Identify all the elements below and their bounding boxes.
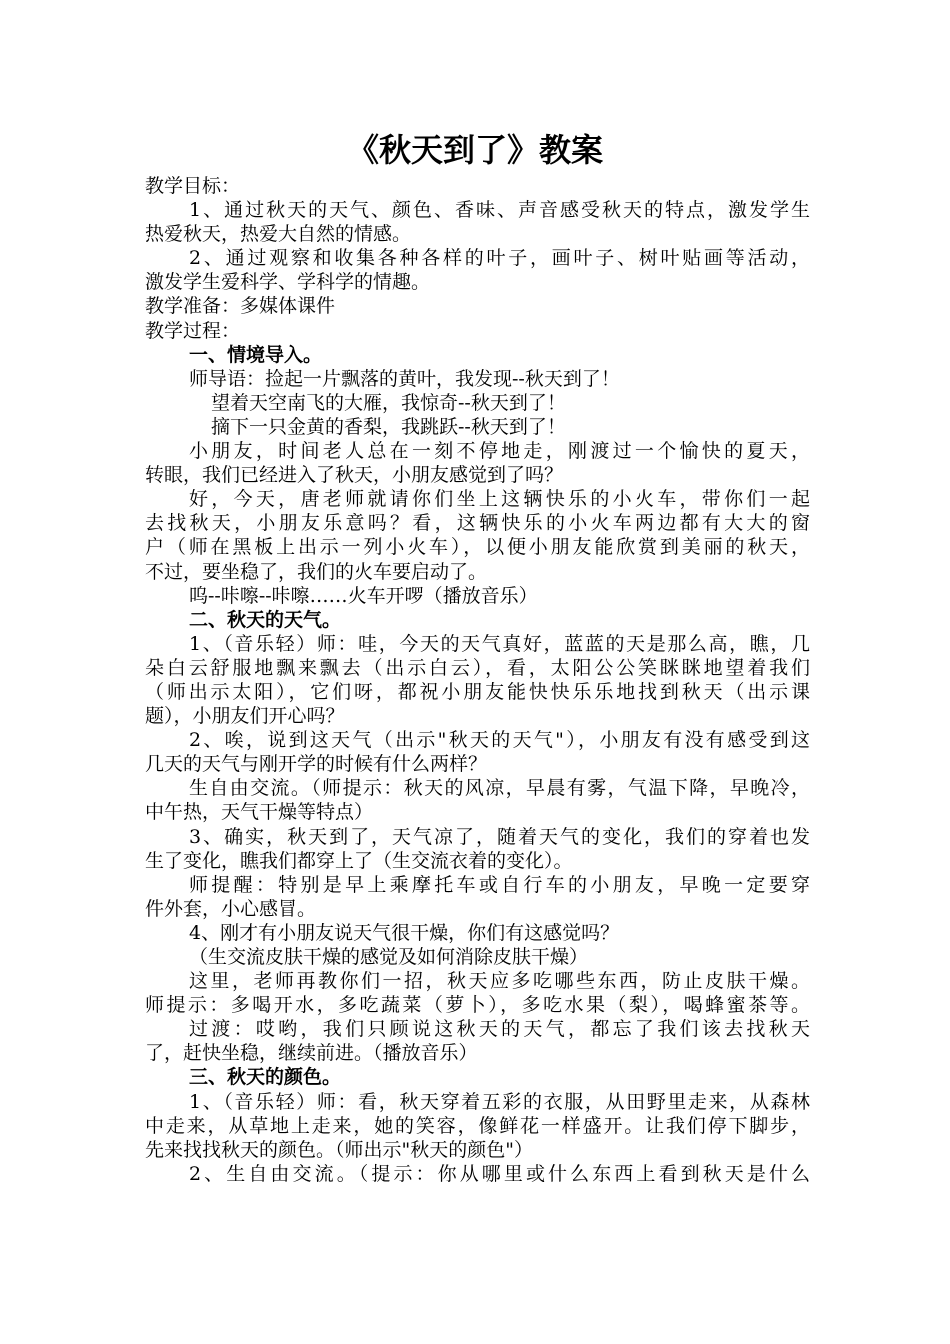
document-title: 《秋天到了》教案 <box>346 131 603 169</box>
paragraph-line: 转眼，我们已经进入了秋天，小朋友感觉到了吗？ <box>145 464 564 487</box>
objective-2-line-2: 激发学生爱科学、学科学的情趣。 <box>145 271 431 294</box>
paragraph-line: 先来找找秋天的颜色。（师出示"秋天的颜色"） <box>145 1138 533 1161</box>
section-label-preparation: 教学准备：多媒体课件 <box>145 295 336 318</box>
paragraph-line: 这里，老师再教你们一招，秋天应多吃哪些东西，防止皮肤干燥。 <box>189 970 810 993</box>
paragraph-line: 题），小朋友们开心吗？ <box>145 705 345 728</box>
paragraph-line: 师提醒：特别是早上乘摩托车或自行车的小朋友，早晚一定要穿 <box>189 873 810 896</box>
objective-1-line-2: 热爱秋天，热爱大自然的情感。 <box>145 223 412 246</box>
paragraph-line: 师导语：捡起一片飘落的黄叶，我发现--秋天到了！ <box>189 367 620 390</box>
paragraph-line: （师出示太阳），它们呀，都祝小朋友能快快乐乐地找到秋天（出示课 <box>145 680 810 703</box>
paragraph-line: 几天的天气与刚开学的时候有什么两样？ <box>145 753 488 776</box>
paragraph-line: 去找秋天，小朋友乐意吗？看，这辆快乐的小火车两边都有大大的窗 <box>145 512 810 535</box>
document-body <box>145 174 810 1186</box>
heading-scene-intro: 一、情境导入。 <box>189 343 323 366</box>
paragraph-line: 2、唉，说到这天气（出示"秋天的天气"），小朋友有没有感受到这 <box>189 729 810 752</box>
paragraph-line: 生了变化，瞧我们都穿上了（生交流衣着的变化）。 <box>145 849 573 872</box>
paragraph-line: （生交流皮肤干燥的感觉及如何消除皮肤干燥） <box>189 946 589 968</box>
paragraph-line: 3、确实，秋天到了，天气凉了，随着天气的变化，我们的穿着也发 <box>189 825 810 848</box>
paragraph-line: 望着天空南飞的大雁，我惊奇--秋天到了！ <box>211 391 566 414</box>
paragraph-line: 摘下一只金黄的香梨，我跳跃--秋天到了！ <box>211 415 566 438</box>
paragraph-line: 中午热，天气干燥等特点） <box>145 801 374 824</box>
paragraph-line: 了，赶快坐稳，继续前进。（播放音乐） <box>145 1042 478 1065</box>
objective-2-line-1: 2、通过观察和收集各种各样的叶子，画叶子、树叶贴画等活动， <box>189 247 810 270</box>
paragraph-line: 2、生自由交流。（提示：你从哪里或什么东西上看到秋天是什么 <box>189 1162 810 1185</box>
paragraph-line: 过渡：哎哟，我们只顾说这秋天的天气，都忘了我们该去找秋天 <box>189 1018 810 1041</box>
section-label-objectives: 教学目标： <box>145 175 241 197</box>
objective-1-line-1: 1、通过秋天的天气、颜色、香味、声音感受秋天的特点，激发学生 <box>189 199 810 222</box>
paragraph-line: 不过，要坐稳了，我们的火车要启动了。 <box>145 560 488 583</box>
paragraph-line: 小朋友，时间老人总在一刻不停地走，刚渡过一个愉快的夏天， <box>189 440 810 463</box>
paragraph-line: 1、（音乐轻）师：看，秋天穿着五彩的衣服，从田野里走来，从森林 <box>189 1090 810 1113</box>
heading-autumn-weather: 二、秋天的天气。 <box>189 608 342 631</box>
paragraph-line: 呜--咔嚓--咔嚓……火车开啰（播放音乐） <box>189 584 538 607</box>
paragraph-line: 朵白云舒服地飘来飘去（出示白云），看，太阳公公笑眯眯地望着我们 <box>145 656 810 679</box>
paragraph-line: 好，今天，唐老师就请你们坐上这辆快乐的小火车，带你们一起 <box>189 488 810 511</box>
paragraph-line: 师提示：多喝开水，多吃蔬菜（萝卜），多吃水果（梨），喝蜂蜜茶等。 <box>145 994 810 1017</box>
paragraph-line: 生自由交流。（师提示：秋天的风凉，早晨有雾，气温下降，早晚冷， <box>189 777 810 800</box>
paragraph-line: 1、（音乐轻）师：哇，今天的天气真好，蓝蓝的天是那么高，瞧，几 <box>189 632 810 655</box>
paragraph-line: 件外套，小心感冒。 <box>145 897 317 920</box>
paragraph-line: 户（师在黑板上出示一列小火车），以便小朋友能欣赏到美丽的秋天， <box>145 536 810 559</box>
heading-autumn-colors: 三、秋天的颜色。 <box>189 1066 342 1089</box>
paragraph-line: 中走来，从草地上走来，她的笑容，像鲜花一样盛开。让我们停下脚步， <box>145 1114 810 1137</box>
section-label-process: 教学过程： <box>145 319 241 342</box>
paragraph-line: 4、刚才有小朋友说天气很干燥，你们有这感觉吗？ <box>189 921 620 944</box>
